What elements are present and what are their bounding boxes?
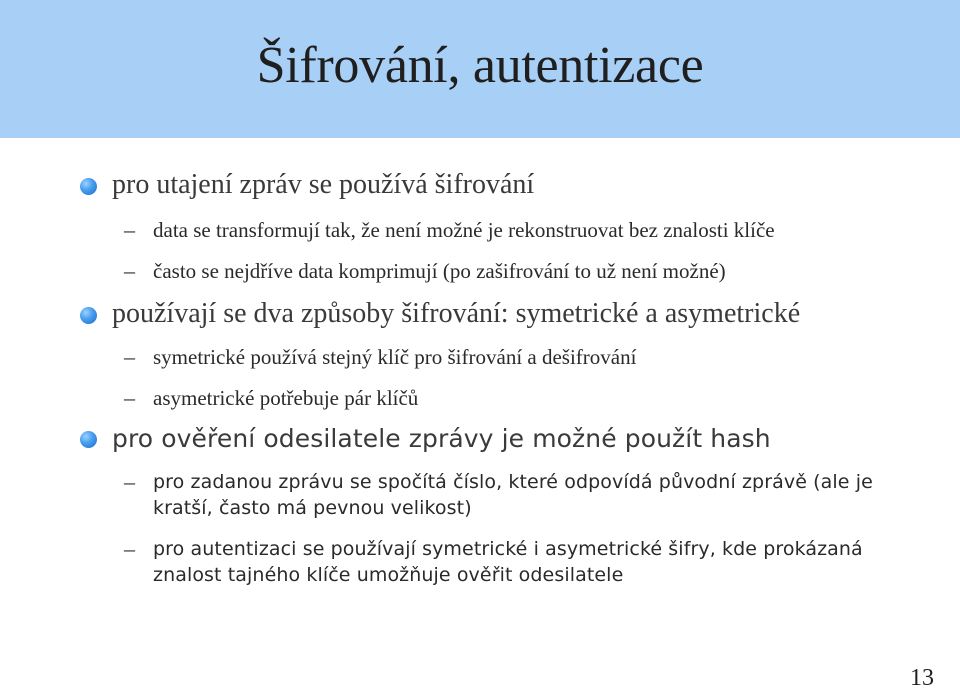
dash-icon: – (124, 344, 135, 369)
bullet-dot-icon (80, 307, 97, 324)
bullet-1-sub-1: data se transformují tak, že není možné je rekonstruovat bez znalosti klíče (153, 218, 775, 242)
bullet-3-sub-1: pro zadanou zprávu se spočítá číslo, které odpovídá původní zprávě (ale je kratší, často má pevnou velikost) (153, 471, 873, 519)
bullet-2-sub-2: asymetrické potřebuje pár klíčů (153, 386, 419, 410)
dash-icon: – (124, 469, 135, 494)
slide-title: Šifrování, autentizace (256, 37, 704, 94)
dash-icon: – (124, 217, 135, 242)
bullet-dot-icon (80, 431, 97, 448)
dash-icon: – (124, 536, 135, 561)
bullet-1-text: pro utajení zpráv se používá šifrování (112, 169, 535, 200)
dash-icon: – (124, 258, 135, 283)
bullet-2-sub-1: symetrické používá stejný klíč pro šifrování a dešifrování (153, 345, 637, 369)
bullet-1-sub-2: často se nejdříve data komprimují (po zašifrování to už není možné) (153, 259, 726, 283)
bullet-3-sub-2: pro autentizaci se používají symetrické i asymetrické šifry, kde prokázaná znalost tajného klíče umožňuje ověřit odesilatele (153, 538, 863, 586)
bullet-2-text: používají se dva způsoby šifrování: symetrické a asymetrické (112, 298, 801, 329)
bullet-dot-icon (80, 178, 97, 195)
dash-icon: – (124, 385, 135, 410)
page-number: 13 (910, 665, 934, 691)
bullet-3-text: pro ověření odesilatele zprávy je možné použít hash (112, 424, 771, 453)
